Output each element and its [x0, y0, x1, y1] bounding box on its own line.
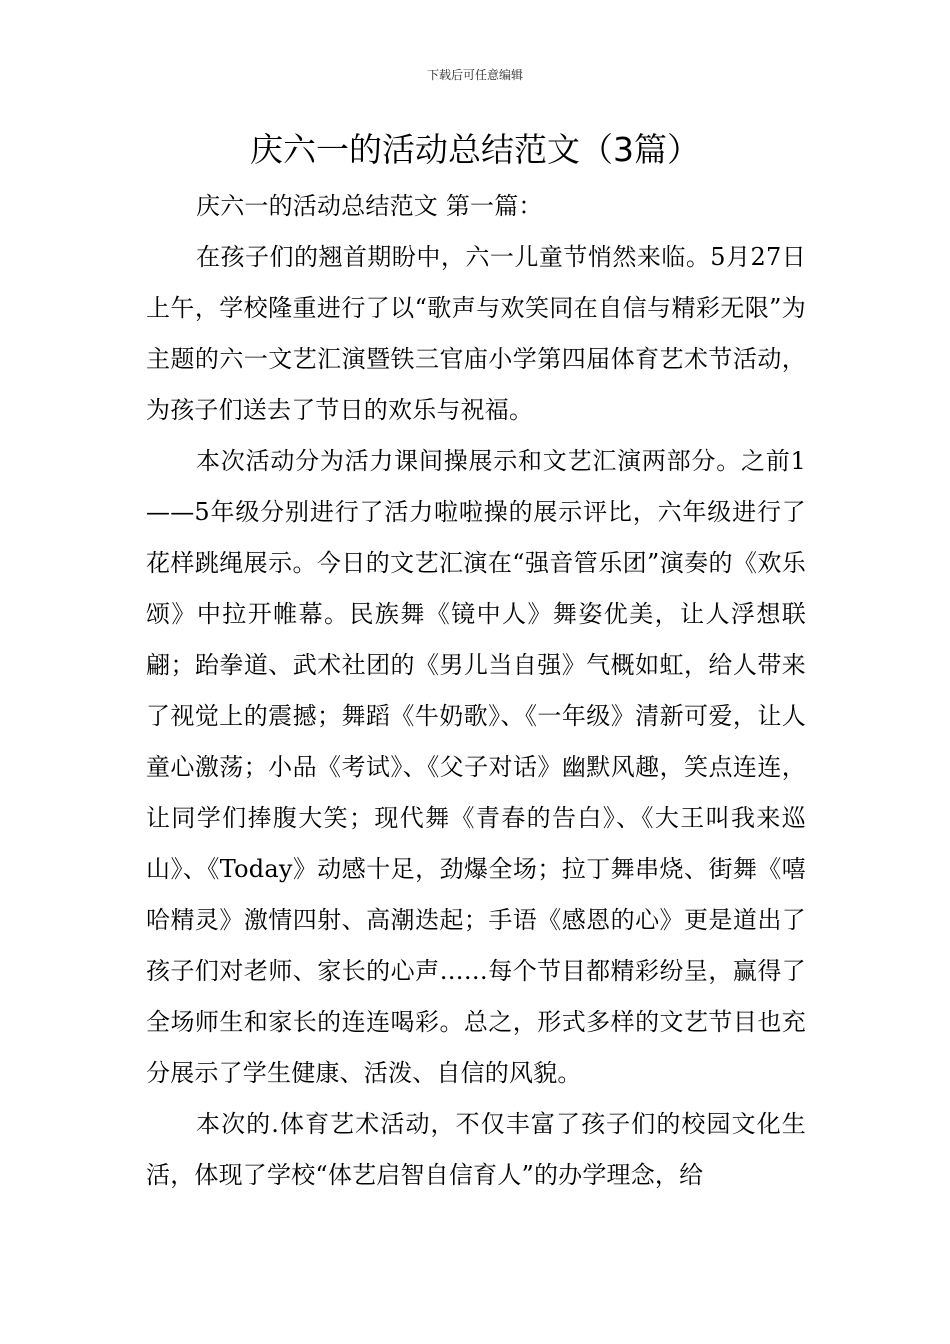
paragraph: 本次活动分为活力课间操展示和文艺汇演两部分。之前1——5年级分别进行了活力啦啦操的展示评比，六年级进行了花样跳绳展示。今日的文艺汇演在“强音管乐团”演奏的《欢乐颂》中拉开帷幕。民族舞《镜中人》舞姿优美，让人浮想联翩；跆拳道、武术社团的《男儿当自强》气概如虹，给人带来了视觉上的震撼；舞蹈《牛奶歌》、《一年级》清新可爱，让人童心激荡；小品《考试》、《父子对话》幽默风趣，笑点连连，让同学们捧腹大笑；现代舞《青春的告白》、《大王叫我来巡山》、《Today》动感十足，劲爆全场；拉丁舞串烧、街舞《嘻哈精灵》激情四射、高潮迭起；手语《感恩的心》更是道出了孩子们对老师、家长的心声……每个节目都精彩纷呈，赢得了全场师生和家长的连连喝彩。总之，形式多样的文艺节目也充分展示了学生健康、活泼、自信的风貌。	[146, 447, 806, 1087]
document-body	[146, 181, 806, 1201]
paragraph: 在孩子们的翘首期盼中，六一儿童节悄然来临。5月27日上午，学校隆重进行了以“歌声与欢笑同在自信与精彩无限”为主题的六一文艺汇演暨铁三官庙小学第四届体育艺术节活动，为孩子们送去了节日的欢乐与祝福。	[146, 243, 806, 424]
paragraph: 本次的.体育艺术活动，不仅丰富了孩子们的校园文化生活，体现了学校“体艺启智自信育人”的办学理念，给	[146, 1110, 806, 1189]
section-heading: 庆六一的活动总结范文 第一篇：	[196, 192, 543, 220]
document-title: 庆六一的活动总结范文（3篇）	[250, 130, 700, 169]
page-header-note: 下载后可任意编辑	[426, 68, 523, 82]
